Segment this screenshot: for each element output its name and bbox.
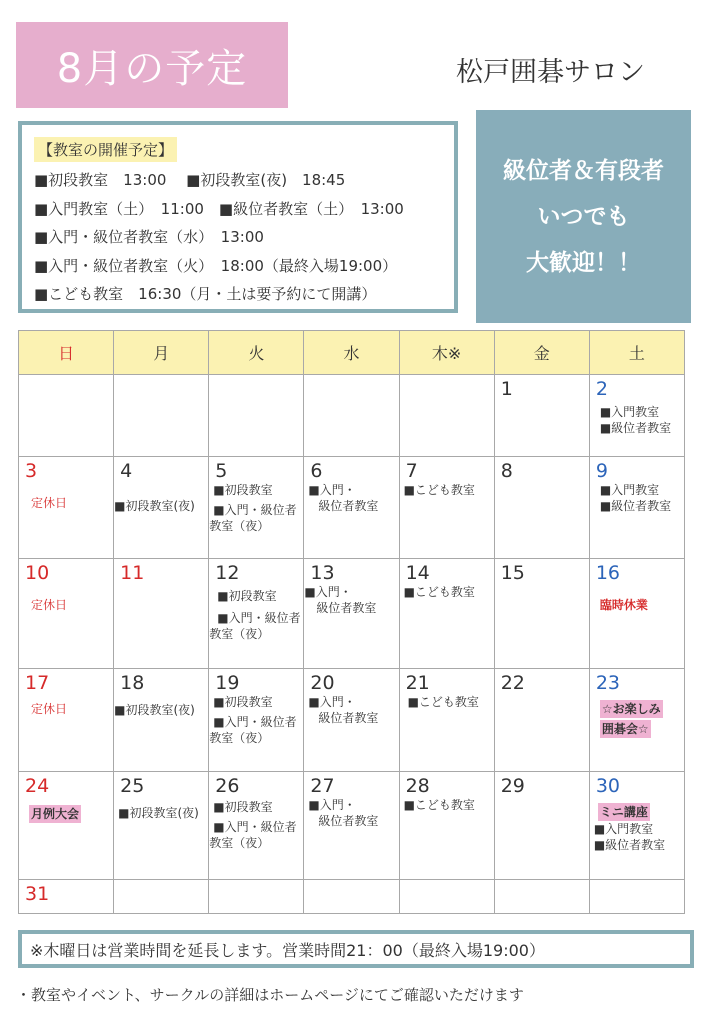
event-mini-wrap [590, 801, 684, 821]
day-number: 10 [25, 562, 50, 585]
schedule-line: ■初段教室 13:00 ■初段教室(夜) 18:45 [34, 171, 346, 189]
event-tue-class: ■入門・級位者 [213, 502, 297, 517]
event-kyui: ■級位者教室 [599, 498, 672, 513]
event-kids: ■こども教室 [403, 797, 475, 812]
day-cell [399, 456, 494, 559]
footer-note: ・教室やイベント、サークルの詳細はホームページにてご確認いただけます [16, 986, 524, 1004]
event-nyumon: ■入門教室 [593, 821, 654, 836]
event-shodan: ■初段教室 [213, 695, 273, 710]
day-number: 22 [500, 672, 525, 695]
day-cell [494, 456, 589, 559]
event-shodan-night: ■初段教室(夜) [118, 805, 199, 820]
salon-name: 松戸囲碁サロン [456, 57, 645, 88]
empty-day-cell [399, 879, 494, 913]
day-cell [399, 771, 494, 879]
schedule-line: ■こども教室 16:30（月・土は要予約にて開講） [34, 285, 377, 303]
day-cell [589, 375, 684, 457]
event-wed-class: ■入門・ [308, 797, 356, 812]
day-number: 30 [595, 774, 621, 797]
event-tue-class: 教室（夜） [209, 731, 270, 746]
day-cell [589, 771, 684, 879]
day-cell [589, 559, 684, 669]
event-wed-class: ■入門・ [304, 585, 352, 600]
calendar-week [19, 879, 685, 913]
day-cell [209, 669, 304, 772]
event-closed: 定休日 [31, 495, 68, 510]
day-cell [304, 669, 399, 772]
empty-day-cell [209, 375, 304, 457]
calendar-week [19, 771, 685, 879]
event-fun-go [590, 698, 684, 738]
event-kids: ■こども教室 [403, 482, 475, 497]
calendar-week [19, 375, 685, 457]
weekday-mon: 月 [114, 331, 209, 375]
day-number: 5 [215, 459, 228, 482]
day-number: 16 [595, 562, 621, 585]
event-closed: 定休日 [31, 598, 68, 613]
weekday-fri: 金 [494, 331, 589, 375]
day-number: 25 [120, 774, 145, 797]
event-kids: ■こども教室 [407, 695, 479, 710]
empty-day-cell [399, 375, 494, 457]
day-number: 17 [25, 672, 50, 695]
day-number: 15 [500, 562, 525, 585]
event-fun-go-line: 囲碁会☆ [601, 722, 649, 737]
day-number: 7 [405, 459, 418, 482]
event-wed-class: 級位者教室 [318, 498, 379, 513]
event-nyumon: ■入門教室 [599, 405, 660, 419]
calendar-week [19, 456, 685, 559]
day-cell [304, 771, 399, 879]
weekday-sun: 日 [19, 331, 114, 375]
empty-day-cell [589, 879, 684, 913]
weekday-tue: 火 [209, 331, 304, 375]
event-temp-closed: 臨時休業 [599, 598, 648, 613]
event-nyumon: ■入門教室 [599, 482, 660, 497]
empty-day-cell [19, 375, 114, 457]
event-shodan-night: ■初段教室(夜) [114, 703, 195, 718]
day-cell [304, 559, 399, 669]
event-shodan: ■初段教室 [217, 589, 277, 604]
day-cell [19, 669, 114, 772]
class-schedule-box [18, 121, 458, 313]
calendar-week [19, 559, 685, 669]
event-wed-class: ■入門・ [308, 482, 356, 497]
day-number: 1 [500, 378, 513, 400]
event-tue-class: 教室（夜） [209, 835, 270, 850]
day-cell [19, 771, 114, 879]
day-number: 8 [500, 459, 513, 482]
day-cell [399, 559, 494, 669]
empty-day-cell [494, 879, 589, 913]
day-number: 13 [310, 562, 335, 585]
event-shodan: ■初段教室 [213, 799, 273, 814]
schedule-line: ■入門教室（土） 11:00 ■級位者教室（土） 13:00 [34, 199, 404, 218]
welcome-line: いつでも [537, 203, 630, 230]
day-cell [114, 771, 209, 879]
calendar [18, 330, 685, 914]
empty-day-cell [304, 375, 399, 457]
event-closed: 定休日 [31, 702, 68, 717]
schedule-line: ■入門・級位者教室（火） 18:00（最終入場19:00） [34, 256, 398, 275]
day-number: 2 [595, 378, 608, 400]
event-tue-class: ■入門・級位者 [213, 819, 297, 834]
day-cell [19, 456, 114, 559]
day-cell [19, 559, 114, 669]
empty-day-cell [114, 375, 209, 457]
event-monthly-wrap [19, 803, 113, 823]
schedule-line: ■入門・級位者教室（水） 13:00 [34, 228, 264, 246]
event-wed-class: 級位者教室 [318, 711, 379, 726]
day-cell [399, 669, 494, 772]
event-wed-class: ■入門・ [308, 695, 356, 710]
empty-day-cell [209, 879, 304, 913]
thursday-note: ※木曜日は営業時間を延長します。営業時間21：00（最終入場19:00） [18, 930, 694, 968]
event-shodan-night: ■初段教室(夜) [114, 498, 195, 513]
event-tue-class: 教室（夜） [209, 518, 270, 533]
event-tue-class: ■入門・級位者 [217, 611, 301, 626]
day-cell [494, 669, 589, 772]
day-cell [589, 669, 684, 772]
page-title: 8月の予定 [16, 22, 288, 108]
day-number: 11 [120, 562, 145, 585]
day-number: 4 [120, 459, 133, 482]
day-number: 27 [310, 774, 335, 797]
day-number: 19 [215, 672, 240, 695]
calendar-week [19, 669, 685, 772]
event-shodan: ■初段教室 [213, 482, 273, 497]
day-cell [589, 456, 684, 559]
day-number: 12 [215, 562, 240, 585]
day-cell [19, 879, 114, 913]
welcome-banner [476, 110, 691, 323]
day-number: 6 [310, 459, 323, 482]
day-number: 14 [405, 562, 430, 585]
event-wed-class: 級位者教室 [316, 601, 377, 616]
day-number: 31 [25, 882, 50, 905]
event-fun-go-line: ☆お楽しみ [601, 702, 661, 717]
day-number: 24 [25, 774, 50, 797]
day-number: 3 [25, 459, 38, 482]
day-cell [494, 375, 589, 457]
day-number: 18 [120, 672, 145, 695]
event-kids: ■こども教室 [403, 585, 475, 600]
day-cell [209, 771, 304, 879]
welcome-line: 大歓迎！！ [526, 249, 641, 276]
day-cell [304, 456, 399, 559]
day-cell [114, 559, 209, 669]
event-mini-lecture: ミニ講座 [599, 804, 648, 819]
event-tue-class: 教室（夜） [209, 627, 270, 642]
welcome-line: 級位者＆有段者 [503, 157, 664, 184]
event-monthly: 月例大会 [31, 806, 80, 821]
weekday-header-row [19, 331, 685, 375]
schedule-heading: 【教室の開催予定】 [34, 137, 177, 162]
day-cell [209, 559, 304, 669]
day-number: 29 [500, 774, 525, 797]
event-kyui: ■級位者教室 [599, 421, 672, 435]
event-tue-class: ■入門・級位者 [213, 715, 297, 730]
day-number: 26 [215, 774, 240, 797]
day-cell [209, 456, 304, 559]
day-number: 21 [405, 672, 430, 695]
day-number: 28 [405, 774, 430, 797]
weekday-thu: 木※ [399, 331, 494, 375]
empty-day-cell [114, 879, 209, 913]
event-kyui: ■級位者教室 [593, 837, 666, 852]
day-cell [494, 559, 589, 669]
weekday-sat: 土 [589, 331, 684, 375]
day-cell [494, 771, 589, 879]
day-number: 23 [595, 672, 621, 695]
weekday-wed: 水 [304, 331, 399, 375]
day-number: 20 [310, 672, 335, 695]
day-cell [114, 669, 209, 772]
empty-day-cell [304, 879, 399, 913]
day-number: 9 [595, 459, 608, 482]
event-wed-class: 級位者教室 [318, 813, 379, 828]
day-cell [114, 456, 209, 559]
